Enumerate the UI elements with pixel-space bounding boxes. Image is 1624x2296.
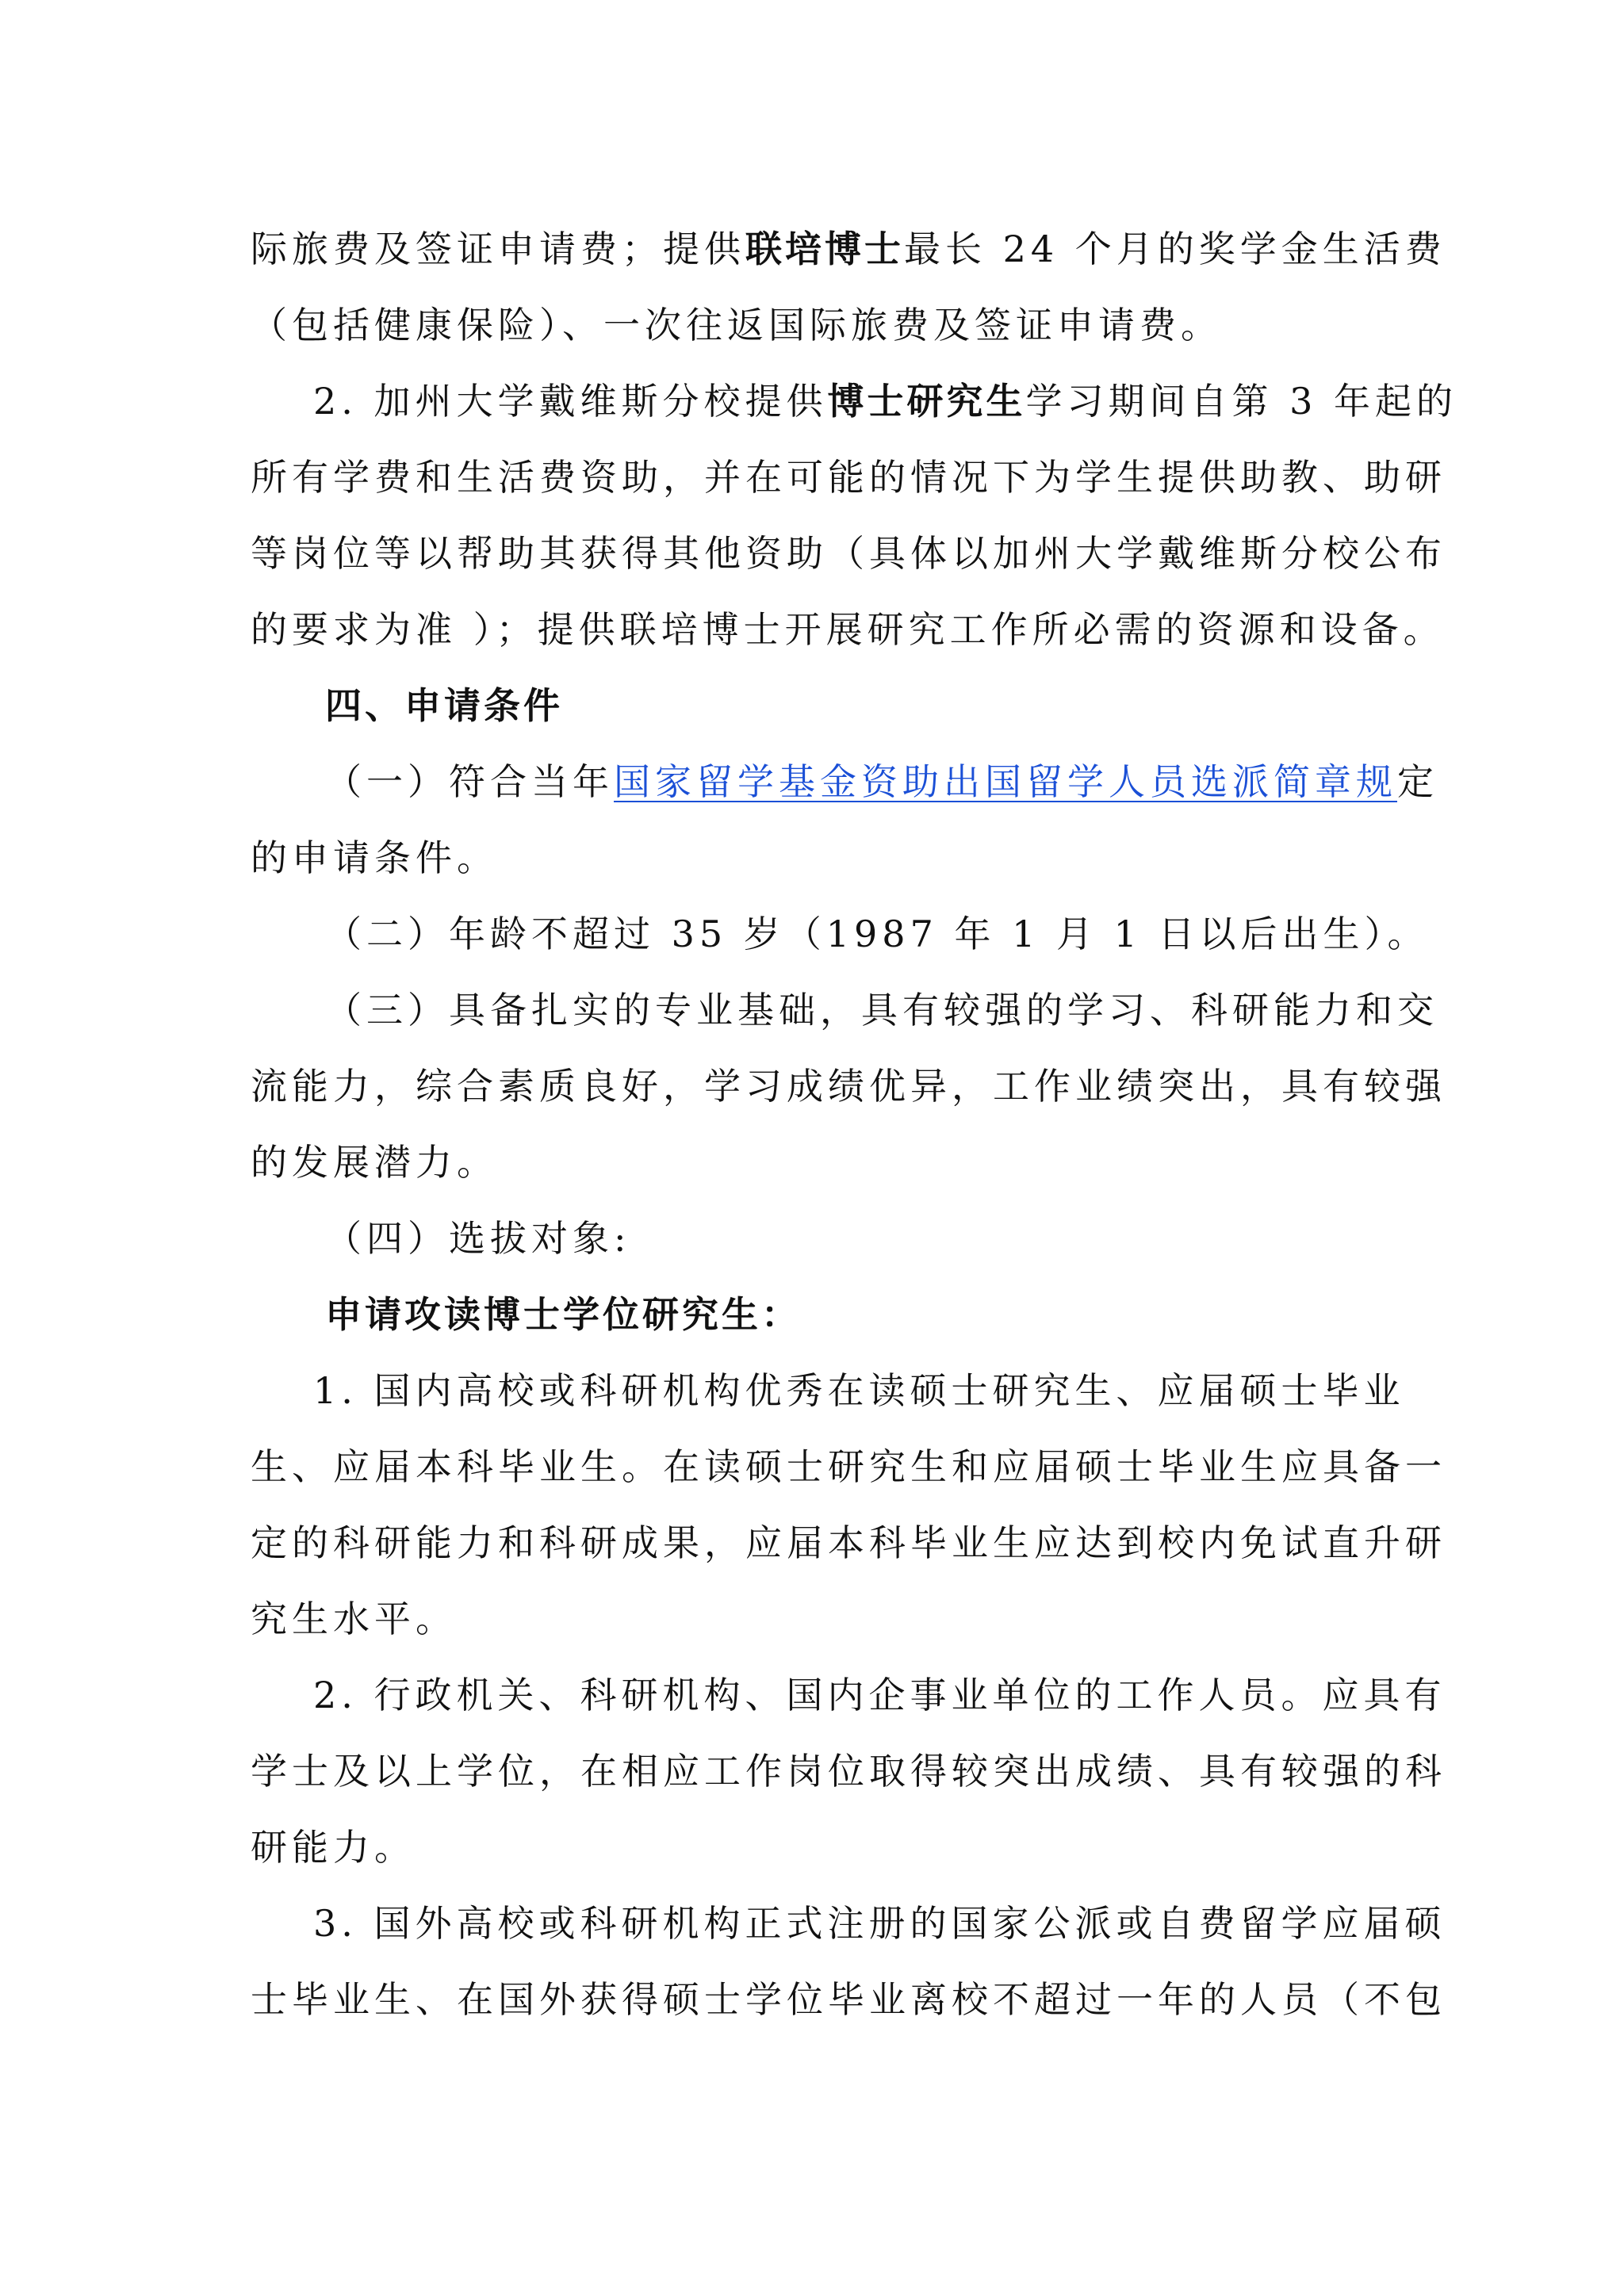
bold-term-phd-student: 博士研究生: [827, 380, 1026, 423]
text-line: 流能力，综合素质良好，学习成绩优异，工作业绩突出，具有较强: [251, 1065, 1446, 1108]
text-line: [313, 377, 1457, 425]
text-span: 定: [1397, 760, 1438, 803]
text-line: 1. 国内高校或科研机构优秀在读硕士研究生、应届硕士毕业: [313, 1369, 1405, 1412]
text-span: （一）符合当年: [325, 760, 614, 803]
text-line: 3. 国外高校或科研机构正式注册的国家公派或自费留学应届硕: [313, 1902, 1446, 1945]
regulations-link[interactable]: 国家留学基金资助出国留学人员选派简章规: [614, 760, 1397, 803]
text-line: [325, 758, 1438, 806]
text-line: 学士及以上学位，在相应工作岗位取得较突出成绩、具有较强的科: [251, 1750, 1446, 1793]
text-line: 的要求为准 ）；提供联培博士开展研究工作所必需的资源和设备。: [251, 608, 1445, 651]
section-heading: 四、申请条件: [325, 684, 563, 727]
text-line: 2. 行政机关、科研机构、国内企事业单位的工作人员。应具有: [313, 1674, 1446, 1716]
text-line: 的发展潜力。: [251, 1141, 498, 1184]
text-span: 最长 24 个月的奖学金生活费: [904, 228, 1446, 270]
text-line: 等岗位等以帮助其获得其他资助（具体以加州大学戴维斯分校公布: [251, 532, 1446, 575]
text-line: 士毕业生、在国外获得硕士学位毕业离校不超过一年的人员（不包: [251, 1978, 1446, 2021]
text-span: 际旅费及签证申请费；提供: [251, 228, 745, 270]
text-line: [251, 225, 1446, 273]
text-line: （包括健康保险）、一次往返国际旅费及签证申请费。: [251, 304, 1222, 346]
subheading: 申请攻读博士学位研究生：: [325, 1293, 801, 1336]
text-line: 研能力。: [251, 1826, 416, 1869]
text-span: 学习期间自第 3 年起的: [1025, 380, 1458, 423]
text-line: （三）具备扎实的专业基础，具有较强的学习、科研能力和交: [325, 989, 1438, 1031]
text-line: （二）年龄不超过 35 岁（1987 年 1 月 1 日以后出生）。: [325, 913, 1429, 955]
text-span: 2. 加州大学戴维斯分校提供: [313, 380, 828, 423]
bold-term-joint-phd: 联培博士: [745, 228, 904, 270]
text-line: 定的科研能力和科研成果，应届本科毕业生应达到校内免试直升研: [251, 1521, 1446, 1564]
text-line: 的申请条件。: [251, 836, 498, 879]
text-line: 究生水平。: [251, 1598, 457, 1640]
text-line: （四）选拔对象:: [325, 1217, 631, 1260]
text-line: 生、应届本科毕业生。在读硕士研究生和应届硕士毕业生应具备一: [251, 1445, 1446, 1488]
text-line: 所有学费和生活费资助，并在可能的情况下为学生提供助教、助研: [251, 456, 1446, 499]
